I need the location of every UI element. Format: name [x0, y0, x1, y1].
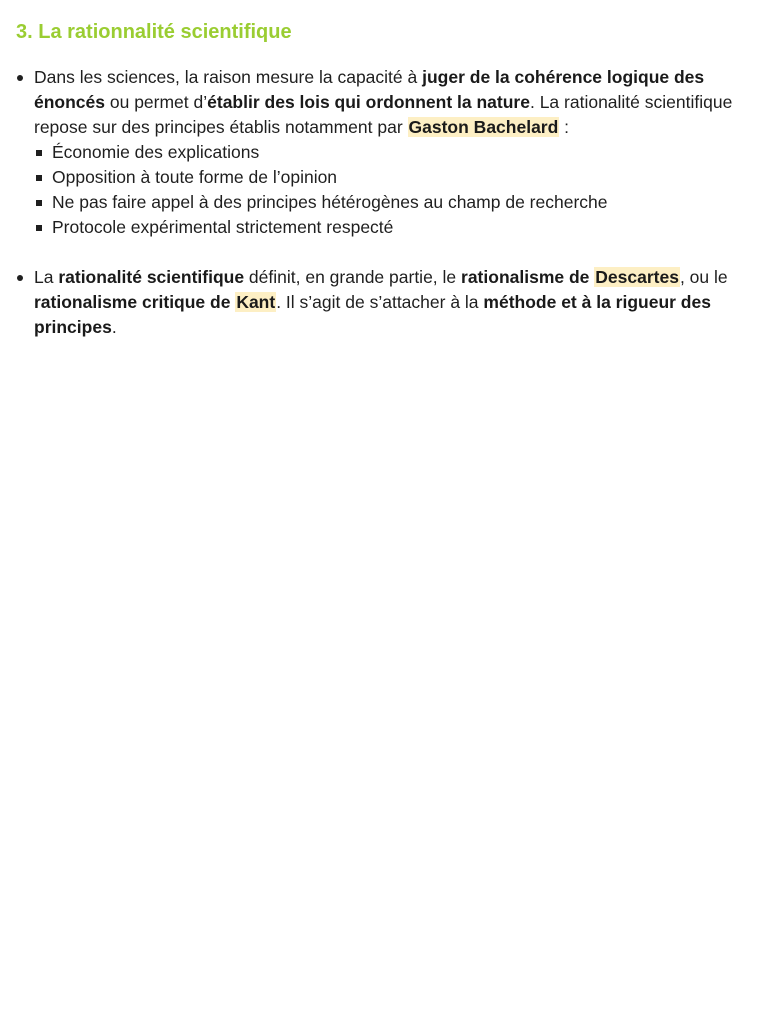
text: . Il s’agit de s’attacher à la	[276, 292, 484, 312]
square-bullet-icon	[36, 200, 42, 206]
sub-list-item-text: Protocole expérimental strictement respecté	[52, 217, 394, 237]
sub-bullet-list	[34, 140, 754, 240]
list-item-bachelard	[16, 65, 754, 240]
bullet-dot-icon	[17, 275, 23, 281]
sub-list-item	[34, 215, 754, 240]
bold-text: rationalisme critique de	[34, 292, 236, 312]
paragraph-2	[34, 265, 754, 340]
highlighted-name[interactable]: Descartes	[595, 267, 679, 287]
bold-text: juger de la cohérence logique des énoncés	[34, 67, 705, 112]
text: . La rationalité scientifique repose sur des principes établis notamment par	[34, 92, 733, 137]
text: :	[559, 117, 570, 137]
text: définit, en grande partie, le	[244, 267, 462, 287]
square-bullet-icon	[36, 175, 42, 181]
highlighted-name[interactable]: Gaston Bachelard	[408, 117, 559, 137]
bold-text: méthode et à la rigueur des principes	[34, 292, 711, 337]
square-bullet-icon	[36, 225, 42, 231]
main-bullet-list	[16, 65, 754, 340]
text: ou permet d’	[105, 92, 208, 112]
text: La	[34, 267, 59, 287]
bold-text: rationalisme de	[461, 267, 595, 287]
sub-list-item	[34, 140, 754, 165]
sub-list-item-text: Opposition à toute forme de l’opinion	[52, 167, 338, 187]
bold-text: établir des lois qui ordonnent la nature	[207, 92, 530, 112]
bold-text: rationalité scientifique	[58, 267, 245, 287]
paragraph-1	[34, 65, 754, 140]
section-title: 3. La rationnalité scientifique	[16, 21, 292, 43]
square-bullet-icon	[36, 150, 42, 156]
highlighted-name[interactable]: Kant	[236, 292, 276, 312]
text: .	[111, 317, 117, 337]
bullet-dot-icon	[17, 75, 23, 81]
list-item-descartes-kant	[16, 265, 754, 340]
sub-list-item-text: Ne pas faire appel à des principes hétérogènes au champ de recherche	[52, 192, 608, 212]
text: Dans les sciences, la raison mesure la capacité à	[34, 67, 423, 87]
text: , ou le	[679, 267, 728, 287]
sub-list-item	[34, 165, 754, 190]
sub-list-item	[34, 190, 754, 215]
sub-list-item-text: Économie des explications	[52, 142, 260, 162]
